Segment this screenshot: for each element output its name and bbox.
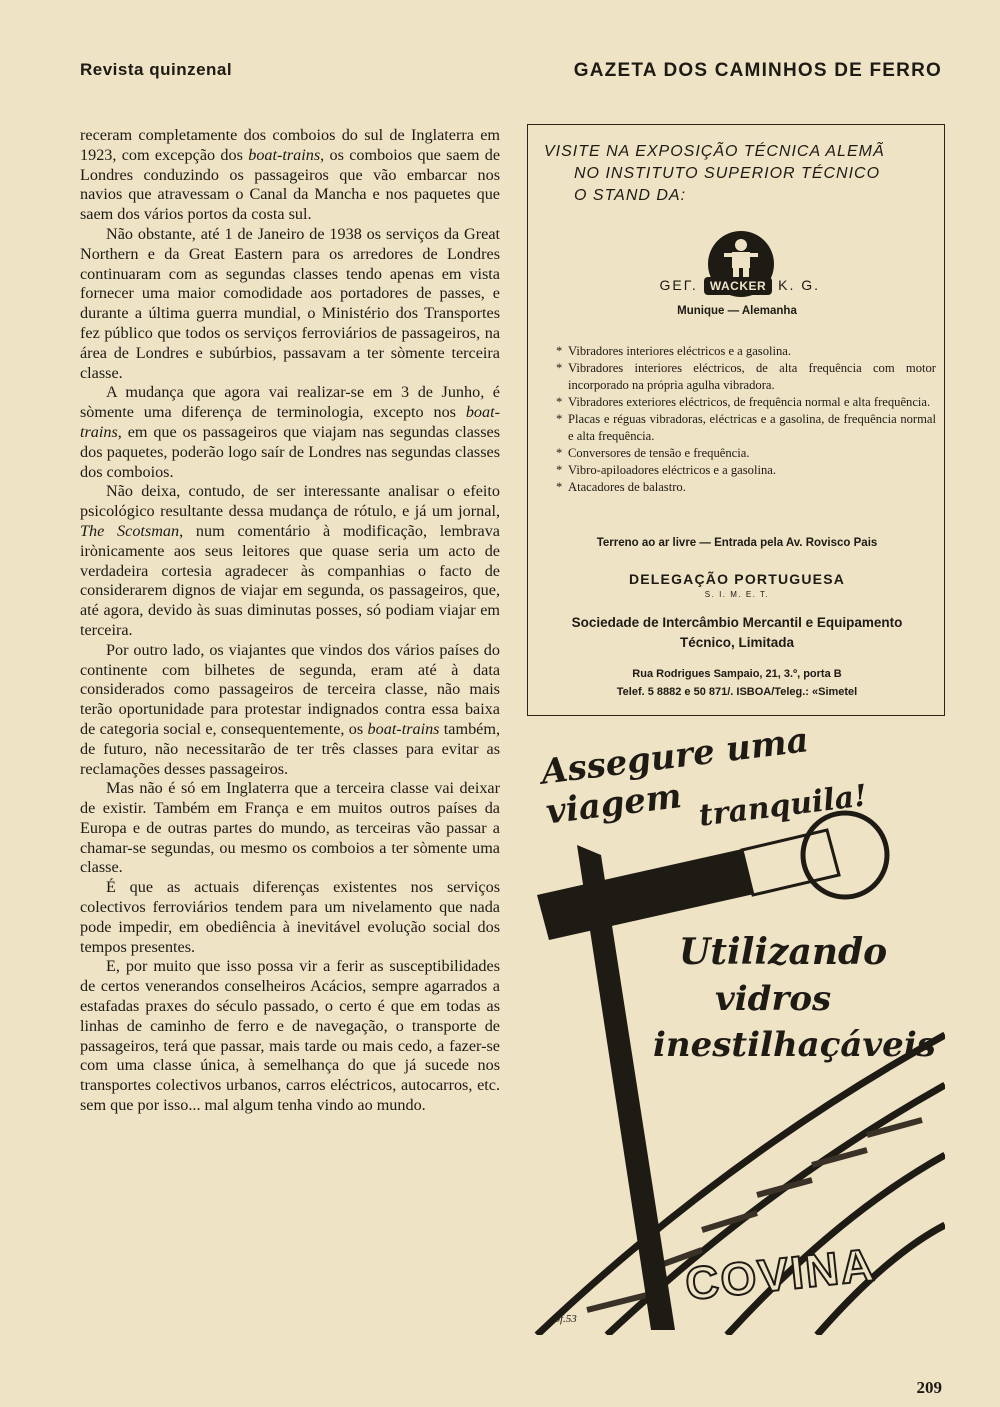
article-paragraph [80, 779, 500, 878]
paragraph-text: Mas não é só em Inglaterra que a terceira classe vai deixar de existir. Também em França e em muitos outros países da Europa e de outras partes do mundo, as terceiras vão passar a chamar-se segundas, ou mesmo os comboios a ter sòmente uma classe. [80, 779, 500, 877]
visit-line: VISITE NA EXPOSIÇÃO TÉCNICA ALEMÃ [544, 143, 885, 160]
society-line: Técnico, Limitada [679, 635, 795, 650]
product-list [556, 343, 936, 496]
delegation-title: DELEGAÇÃO PORTUGUESA [628, 571, 846, 587]
list-item: * Atacadores de balastro. [556, 479, 936, 496]
italic-term: The Scotsman [80, 521, 180, 540]
article-column [80, 126, 500, 1116]
wacker-advertisement [527, 124, 945, 716]
address-block [528, 665, 946, 701]
paragraph-text: Não obstante, até 1 de Janeiro de 1938 os serviços da Great Northern e da Great Eastern para os arredores de Londres continuaram com as segundas classes tendo apenas em vista fornecer uma maior comodidade aos portadores de passes, e durante a última guerra mundial, o Ministério dos Transportes fez público que todos os serviços ferroviários de passageiros, na área de Londres e subúrbios, passavam a ter sòmente terceira classe. [80, 224, 500, 382]
paragraph-text: Por outro lado, os viajantes que vindos dos vários países do continente com bilhetes de segunda, eram até à data considerados como passageiros de terceira classe, não mais terão oportunidade para protestar indignados contra essa baixa de categoria social e, consequentemente, os [80, 640, 500, 738]
company-left: GEΓ. [659, 277, 698, 293]
article-paragraph [80, 383, 500, 482]
paragraph-text: também, de futuro, não necessitarão de ter três classes para evitar as reclamações desses passageiros. [80, 719, 500, 778]
tagline-line-2: vidros [715, 979, 832, 1019]
list-item: * Vibradores interiores eléctricos, de alta frequência com motor incorporado na própria agulha vibradora. [556, 360, 936, 394]
tagline-line-3: inestilhaçáveis [653, 1025, 936, 1065]
visit-line: NO INSTITUTO SUPERIOR TÉCNICO [574, 165, 881, 182]
paragraph-text: , em que os passageiros que viajam nas segundas classes dos paquetes, poderão logo saír de Londres nas segundas classes dos comboios. [80, 422, 500, 481]
tagline-line-1: Utilizando [679, 931, 888, 973]
list-item: * Vibradores exteriores eléctricos, de frequência normal e alta frequência. [556, 394, 936, 411]
address-line: Rua Rodrigues Sampaio, 21, 3.º, porta B [632, 668, 842, 680]
header-right: GAZETA DOS CAMINHOS DE FERRO [573, 60, 942, 81]
paragraph-text: E, por muito que isso possa vir a ferir as susceptibilidades de certos venerandos conselheiros Acácios, sempre agarrados a estafadas praxes do século passado, o certo é que em todas as linhas de caminho de ferro e de navegação, o transporte de passageiros, terá que passar, mais tarde ou mais cedo, a fazer-se com uma classe única, à semelhança do que já sucede nos transportes colectivos urbanos, carros eléctricos, autocarros, etc. sem que por isso... mal algum tenha vindo ao mundo. [80, 957, 500, 1115]
list-item: * Conversores de tensão e frequência. [556, 445, 936, 462]
paragraph-text: A mudança que agora vai realizar-se em 3 de Junho, é sòmente uma diferença de terminologia, excepto nos [80, 383, 500, 422]
covina-advertisement [527, 720, 945, 1335]
covina-brand: COVINA [682, 1238, 879, 1310]
company-name [528, 277, 946, 295]
article-paragraph [80, 482, 500, 640]
paragraph-text: receram completamente dos comboios do sul de Inglaterra em 1923, com excepção dos [80, 126, 500, 164]
paragraph-text: , os comboios que saem de Londres conduzindo os passageiros que vão embarcar nos navios que atravessam o Canal da Mancha e nos paquetes que saem dos vários portos da costa sul. [80, 145, 500, 224]
list-item: * Placas e réguas vibradoras, eléctricas e a gasolina, de frequência normal e alta frequência. [556, 411, 936, 445]
list-item: * Vibro-apiloadores eléctricos e a gasolina. [556, 462, 936, 479]
simet-acronym: S. I. M. E. T. [704, 590, 770, 599]
italic-term: boat-trains [248, 145, 321, 164]
article-paragraph [80, 957, 500, 1115]
article-paragraph [80, 225, 500, 383]
society-name [528, 613, 946, 653]
italic-term: boat-trains [80, 403, 500, 441]
slogan-line-2: tranquila! [697, 778, 870, 834]
paragraph-text: É que as actuais diferenças existentes nos serviços colectivos ferroviários tendem para um nivelamento que nada pode impedir, em obediência à inevitável evolução social dos tempos presentes. [80, 878, 500, 956]
artist-signature: aof.53 [549, 1313, 577, 1325]
company-right: K. G. [778, 277, 821, 293]
slogan-line-1: Assegure uma viagem [539, 720, 811, 833]
list-item: * Vibradores interiores eléctricos e a gasolina. [556, 343, 936, 360]
article-paragraph [80, 641, 500, 780]
address-line: Telef. 5 8882 e 50 871/. ISBOA/Teleg.: «Simetel [616, 686, 858, 698]
article-paragraph [80, 878, 500, 957]
italic-term: boat-trains [367, 719, 440, 738]
article-paragraph [80, 126, 500, 225]
wacker-badge: WACKER [704, 277, 772, 295]
terrain-note: Terreno ao ar livre — Entrada pela Av. Rovisco Pais [596, 537, 878, 549]
visit-line: O STAND DA: [574, 187, 687, 204]
ad-visit-text [544, 141, 934, 207]
society-line: Sociedade de Intercâmbio Mercantil e Equipamento [571, 615, 903, 630]
paragraph-text: , num comentário à modificação, lembrava irònicamente aos seus leitores que quase seria um acto de verdadeira cortesia agradecer às companhias o facto de considerarem dignos de viajar em segunda, os passageiros, que, até agora, devido às suas diminutas posses, só podiam viajar em terceira. [80, 521, 500, 639]
paragraph-text: Não deixa, contudo, de ser interessante analisar o efeito psicológico resultante dessa mudança de rótulo, e já um jornal, [80, 482, 500, 521]
page-number: 209 [916, 1378, 942, 1397]
header-left: Revista quinzenal [80, 60, 233, 79]
company-location: Munique — Alemanha [677, 305, 797, 317]
